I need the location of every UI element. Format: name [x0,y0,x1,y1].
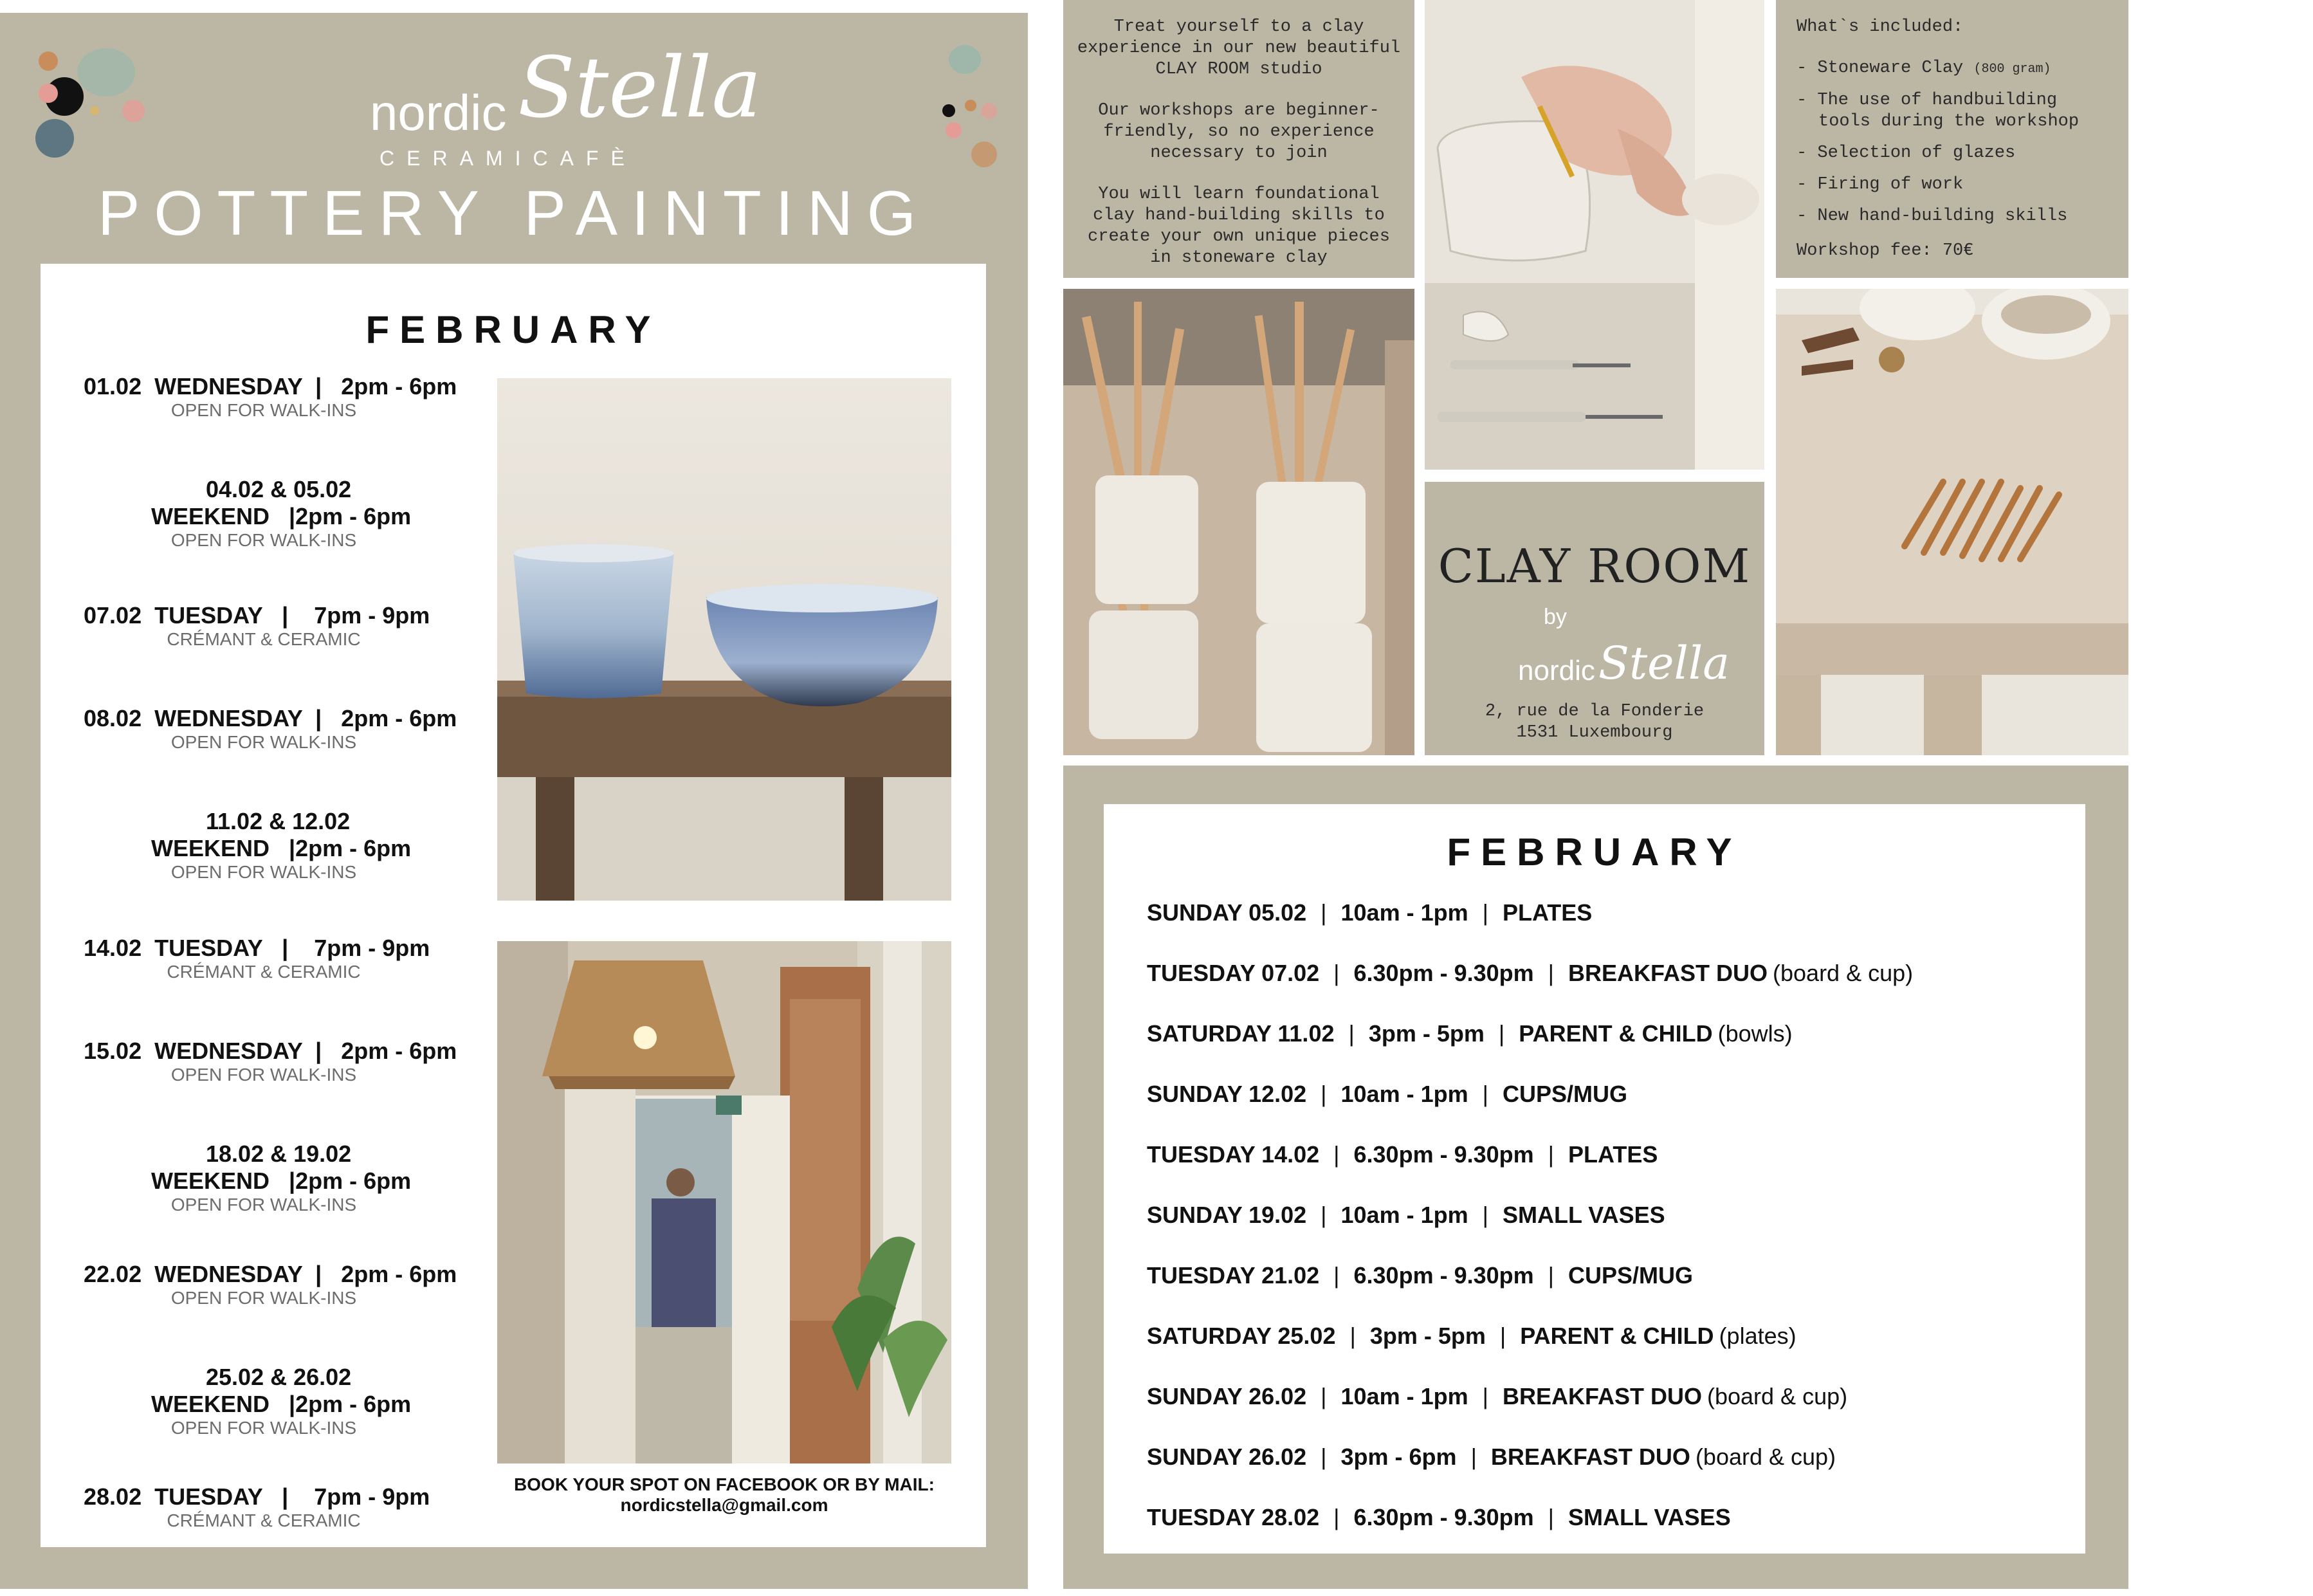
event-item [84,935,470,982]
workshop-project: SMALL VASES [1568,1504,1731,1530]
logo-by: by [1544,605,1567,629]
event-dates: 25.02 & 26.02 [206,1364,352,1390]
workshop-note: (board & cup) [1706,1383,1848,1409]
flyer-title: POTTERY PAINTING [97,178,931,248]
workshop-time: 10am - 1pm [1340,1383,1468,1409]
nordic-stella-logo: nordic Stella CERAMICAFÈ [370,39,762,170]
workshop-project: PLATES [1568,1141,1658,1168]
workshop-time: 3pm - 5pm [1369,1323,1486,1349]
event-date-time: WEEKEND |2pm - 6pm [151,503,412,529]
workshop-day: SUNDAY 05.02 [1147,899,1307,926]
address-street: 2, rue de la Fonderie [1485,702,1705,721]
workshop-time: 6.30pm - 9.30pm [1353,1141,1534,1168]
separator: | [1321,1202,1327,1228]
event-date-time: 28.02 TUESDAY | 7pm - 9pm [84,1483,430,1510]
workshop-time: 10am - 1pm [1340,899,1468,926]
event-date-time: 14.02 TUESDAY | 7pm - 9pm [84,935,430,961]
separator: | [1321,899,1327,926]
workshop-note: (plates) [1719,1323,1796,1349]
nordic-stella-small-logo: nordic Stella [1518,637,1730,690]
workshop-row [1147,1323,1796,1350]
separator: | [1333,1262,1340,1289]
workshop-time: 3pm - 5pm [1368,1020,1485,1047]
event-dates: 04.02 & 05.02 [206,476,352,502]
booking-email-link[interactable]: nordicstella@gmail.com [620,1495,828,1515]
event-list [84,0,470,1596]
workshop-day: SUNDAY 26.02 [1147,1444,1307,1470]
separator: | [1349,1323,1356,1349]
booking-instruction: BOOK YOUR SPOT ON FACEBOOK OR BY MAIL: [514,1474,935,1494]
workshop-row [1147,1383,1847,1410]
workshop-project: BREAKFAST DUO [1502,1383,1702,1409]
event-item [84,373,470,421]
workshop-fee: Workshop fee: 70€ [1796,241,1974,261]
event-description: OPEN FOR WALK-INS [170,530,357,550]
event-item [84,1364,470,1438]
workshop-project: PLATES [1502,899,1593,926]
workshop-time: 10am - 1pm [1340,1081,1468,1107]
event-description: CRÉMANT & CERAMIC [167,1510,361,1530]
workshop-day: SUNDAY 26.02 [1147,1383,1307,1409]
separator: | [1548,1262,1554,1289]
workshop-row [1147,1081,1632,1108]
workshop-row [1147,899,1597,926]
separator: | [1333,960,1340,986]
workshop-day: TUESDAY 14.02 [1147,1141,1320,1168]
workshop-row [1147,1504,1736,1531]
workshop-day: TUESDAY 28.02 [1147,1504,1320,1530]
workshop-day: TUESDAY 07.02 [1147,960,1320,986]
included-item: - Stoneware Clay (800 gram) [1796,59,2051,78]
separator: | [1548,1141,1554,1168]
separator: | [1321,1081,1327,1107]
workshop-note: (board & cup) [1695,1444,1836,1470]
workshop-row [1147,1141,1663,1168]
event-item [84,808,470,883]
included-title: What`s included: [1796,17,1964,37]
workshop-project: SMALL VASES [1502,1202,1665,1228]
event-description: CRÉMANT & CERAMIC [167,629,361,649]
event-dates: 11.02 & 12.02 [206,808,351,834]
workshop-row [1147,960,1913,987]
workshop-day: SATURDAY 25.02 [1147,1323,1336,1349]
intro-paragraph: Treat yourself to a clay experience in our new beautiful CLAY ROOM studio [1077,17,1401,79]
workshop-note: (bowls) [1717,1020,1793,1047]
workshop-row [1147,1020,1793,1047]
event-date-time: 08.02 WEDNESDAY | 2pm - 6pm [84,705,457,731]
separator: | [1321,1444,1327,1470]
workshop-day: SUNDAY 12.02 [1147,1081,1307,1107]
event-description: OPEN FOR WALK-INS [170,732,357,752]
separator: | [1482,1081,1488,1107]
intro-paragraph: Our workshops are beginner-friendly, so no experience necessary to join [1098,101,1380,163]
separator: | [1482,899,1488,926]
workshop-row [1147,1444,1836,1471]
workshop-note: (board & cup) [1773,960,1914,986]
workshop-day: SUNDAY 19.02 [1147,1202,1307,1228]
event-description: CRÉMANT & CERAMIC [167,962,361,982]
event-item [84,1141,470,1215]
workshop-project: BREAKFAST DUO [1568,960,1768,986]
included-item: - Selection of glazes [1796,143,2016,163]
event-dates: 18.02 & 19.02 [206,1141,352,1167]
month-heading: FEBRUARY [365,308,661,351]
workshop-day: TUESDAY 21.02 [1147,1262,1320,1289]
workshop-row [1147,1202,1670,1229]
separator: | [1348,1020,1355,1047]
event-description: OPEN FOR WALK-INS [170,1065,357,1085]
separator: | [1470,1444,1477,1470]
event-description: OPEN FOR WALK-INS [170,400,357,420]
separator: | [1548,960,1554,986]
event-description: OPEN FOR WALK-INS [170,1418,357,1438]
booking-info [497,1474,951,1516]
event-item [84,1483,470,1531]
workshop-row [1147,1262,1698,1289]
event-date-time: 22.02 WEDNESDAY | 2pm - 6pm [84,1261,457,1287]
event-item [84,1038,470,1085]
separator: | [1321,1383,1327,1409]
separator: | [1333,1141,1340,1168]
address-city: 1531 Luxembourg [1516,723,1673,742]
workshop-project: PARENT & CHILD [1519,1020,1713,1047]
workshop-project: CUPS/MUG [1502,1081,1627,1107]
separator: | [1498,1020,1505,1047]
workshop-project: CUPS/MUG [1568,1262,1694,1289]
workshop-time: 6.30pm - 9.30pm [1353,1262,1534,1289]
event-date-time: 01.02 WEDNESDAY | 2pm - 6pm [84,373,457,399]
event-date-time: WEEKEND |2pm - 6pm [151,1391,412,1417]
separator: | [1482,1383,1488,1409]
workshop-project: PARENT & CHILD [1520,1323,1714,1349]
event-item [84,705,470,753]
event-date-time: 15.02 WEDNESDAY | 2pm - 6pm [84,1038,457,1064]
event-description: OPEN FOR WALK-INS [170,862,357,882]
included-item: - Firing of work [1796,175,1964,194]
event-date-time: WEEKEND |2pm - 6pm [151,835,412,861]
workshop-time: 3pm - 6pm [1340,1444,1457,1470]
event-description: OPEN FOR WALK-INS [170,1288,357,1308]
separator: | [1499,1323,1506,1349]
clay-room-schedule-list [1147,0,2047,1596]
workshop-time: 6.30pm - 9.30pm [1353,1504,1534,1530]
event-item [84,1261,470,1308]
separator: | [1482,1202,1488,1228]
intro-paragraph: You will learn foundational clay hand-building skills to create your own unique pieces in stoneware clay [1088,185,1390,268]
clay-room-logo: CLAY ROOM [1438,539,1751,593]
studio-doorway-photo [497,941,951,1463]
included-item: - New hand-building skills [1796,206,2068,226]
workshop-day: SATURDAY 11.02 [1147,1020,1335,1047]
included-item: - The use of handbuilding tools during the workshop [1796,91,2080,131]
event-item [84,476,470,551]
event-item [84,602,470,650]
separator: | [1333,1504,1340,1530]
event-date-time: WEEKEND |2pm - 6pm [151,1168,412,1194]
event-description: OPEN FOR WALK-INS [170,1195,357,1215]
workshop-time: 6.30pm - 9.30pm [1353,960,1534,986]
cups-photo [497,378,951,901]
workshop-time: 10am - 1pm [1340,1202,1468,1228]
workshop-project: BREAKFAST DUO [1490,1444,1690,1470]
clay-room-month-heading: FEBRUARY [1447,830,1742,874]
separator: | [1548,1504,1554,1530]
event-date-time: 07.02 TUESDAY | 7pm - 9pm [84,602,430,628]
